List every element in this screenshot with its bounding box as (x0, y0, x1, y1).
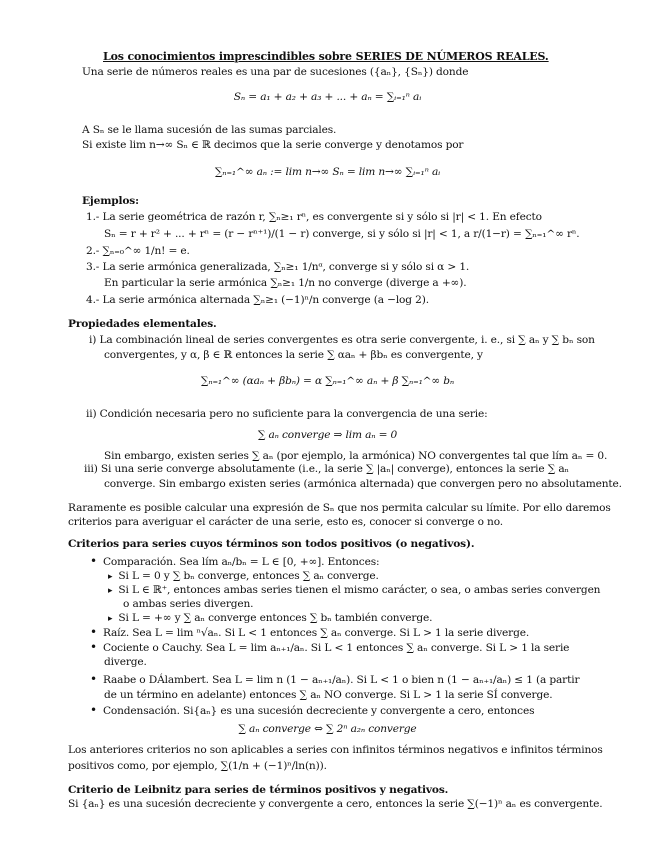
property-2: ii) Condición necesaria pero no suficiente para la convergencia de una serie: (86, 408, 488, 420)
examples-heading: Ejemplos: (82, 195, 139, 207)
equation-necessary: ∑ aₙ converge ⇒ lim aₙ = 0 (257, 429, 398, 441)
property-1: i) La combinación lineal de series convergentes es otra serie convergente, i. e., si ∑ aₙ y ∑ bₙ son (89, 334, 595, 346)
example-3: 3.- La serie armónica generalizada, ∑ₙ≥₁ 1/nᵅ, converge si y sólo si α > 1. (86, 261, 470, 273)
closing-line-2: positivos como, por ejemplo, ∑(1/n + (−1)ⁿ/ln(n)). (68, 760, 327, 772)
property-3: iii) Si una serie converge absolutamente (i.e., la serie ∑ |aₙ| converge), entonces la serie ∑ aₙ (84, 463, 569, 475)
criterion-comparison: • Comparación. Sea lím aₙ/bₙ = L ∈ [0, +∞]. Entonces: (90, 555, 379, 569)
equation-linearity: ∑ₙ₌₁^∞ (αaₙ + βbₙ) = α ∑ₙ₌₁^∞ aₙ + β ∑ₙ₌₁^∞ bₙ (200, 375, 455, 387)
intro-line: Una serie de números reales es una par de sucesiones ({aₙ}, {Sₙ}) donde (82, 66, 469, 78)
comparison-case-3: ▸ Si L = +∞ y ∑ aₙ converge entonces ∑ bₙ también converge. (108, 612, 432, 626)
rare-line-2: criterios para averiguar el carácter de una serie, esto es, conocer si converge o no. (68, 516, 503, 528)
example-3-detail: En particular la serie armónica ∑ₙ≥₁ 1/n no converge (diverge a +∞). (104, 277, 467, 289)
comparison-case-2-cont: o ambas series divergen. (123, 598, 254, 610)
comparison-case-1: ▸ Si L = 0 y ∑ bₙ converge, entonces ∑ aₙ converge. (108, 570, 379, 584)
equation-partial-sum: Sₙ = a₁ + a₂ + a₃ + ... + aₙ = ∑ᵢ₌₁ⁿ aᵢ (233, 91, 422, 103)
rare-line-1: Raramente es posible calcular una expresión de Sₙ que nos permita calcular su límite. Por ello daremos (68, 502, 611, 514)
page-title: Los conocimientos imprescindibles sobre SERIES DE NÚMEROS REALES. (103, 50, 549, 63)
criteria-heading: Criterios para series cuyos términos son todos positivos (o negativos). (68, 538, 475, 550)
leibnitz-statement: Si {aₙ} es una sucesión decreciente y convergente a cero, entonces la serie ∑(−1)ⁿ aₙ es convergente. (68, 798, 603, 810)
comparison-case-2: ▸ Si L ∈ ℝ⁺, entonces ambas series tienen el mismo carácter, o sea, o ambas series convergen (108, 584, 600, 598)
property-2-note: Sin embargo, existen series ∑ aₙ (por ejemplo, la armónica) NO convergentes tal que lím aₙ = 0. (104, 450, 608, 462)
example-2: 2.- ∑ₙ₌₀^∞ 1/n! = e. (86, 245, 190, 257)
equation-condensation: ∑ aₙ converge ⇔ ∑ 2ⁿ a₂ₙ converge (238, 723, 417, 735)
criterion-ratio: • Cociente o Cauchy. Sea L = lim aₙ₊₁/aₙ. Si L < 1 entonces ∑ aₙ converge. Si L > 1 la serie (90, 641, 569, 655)
closing-line-1: Los anteriores criterios no son aplicables a series con infinitos términos negativos e infinitos términos (68, 744, 603, 756)
property-3-cont: converge. Sin embargo existen series (armónica alternada) que convergen pero no absolutamente. (104, 478, 622, 490)
example-1-detail: Sₙ = r + r² + ... + rⁿ = (r − rⁿ⁺¹)/(1 − r) converge, si y sólo si |r| < 1, a r/(1−r) = ∑ₙ₌₁^∞ rⁿ. (104, 228, 580, 240)
criterion-raabe: • Raabe o DÁlambert. Sea L = lim n (1 − aₙ₊₁/aₙ). Si L < 1 o bien n (1 − aₙ₊₁/aₙ) ≤ 1 (a partir (90, 673, 579, 687)
equation-limit: ∑ₙ₌₁^∞ aₙ := lim n→∞ Sₙ = lim n→∞ ∑ᵢ₌₁ⁿ aᵢ (214, 166, 441, 178)
property-1-cont: convergentes, y α, β ∈ ℝ entonces la serie ∑ αaₙ + βbₙ es convergente, y (104, 349, 483, 361)
converge-definition-line: Si existe lim n→∞ Sₙ ∈ ℝ decimos que la serie converge y denotamos por (82, 139, 464, 151)
properties-heading: Propiedades elementales. (68, 318, 217, 330)
criterion-raabe-cont: de un término en adelante) entonces ∑ aₙ NO converge. Si L > 1 la serie SÍ converge. (104, 689, 553, 701)
partial-sums-line: A Sₙ se le llama sucesión de las sumas parciales. (82, 124, 337, 136)
criterion-root: • Raíz. Sea L = lim ⁿ√aₙ. Si L < 1 entonces ∑ aₙ converge. Si L > 1 la serie diverge. (90, 626, 529, 640)
leibnitz-heading: Criterio de Leibnitz para series de términos positivos y negativos. (68, 784, 449, 796)
criterion-ratio-cont: diverge. (104, 656, 147, 668)
criterion-condensation: • Condensación. Si{aₙ} es una sucesión decreciente y convergente a cero, entonces (90, 704, 534, 718)
example-1: 1.- La serie geométrica de razón r, ∑ₙ≥₁ rⁿ, es convergente si y sólo si |r| < 1. En efecto (86, 211, 542, 223)
example-4: 4.- La serie armónica alternada ∑ₙ≥₁ (−1)ⁿ/n converge (a −log 2). (86, 294, 429, 306)
